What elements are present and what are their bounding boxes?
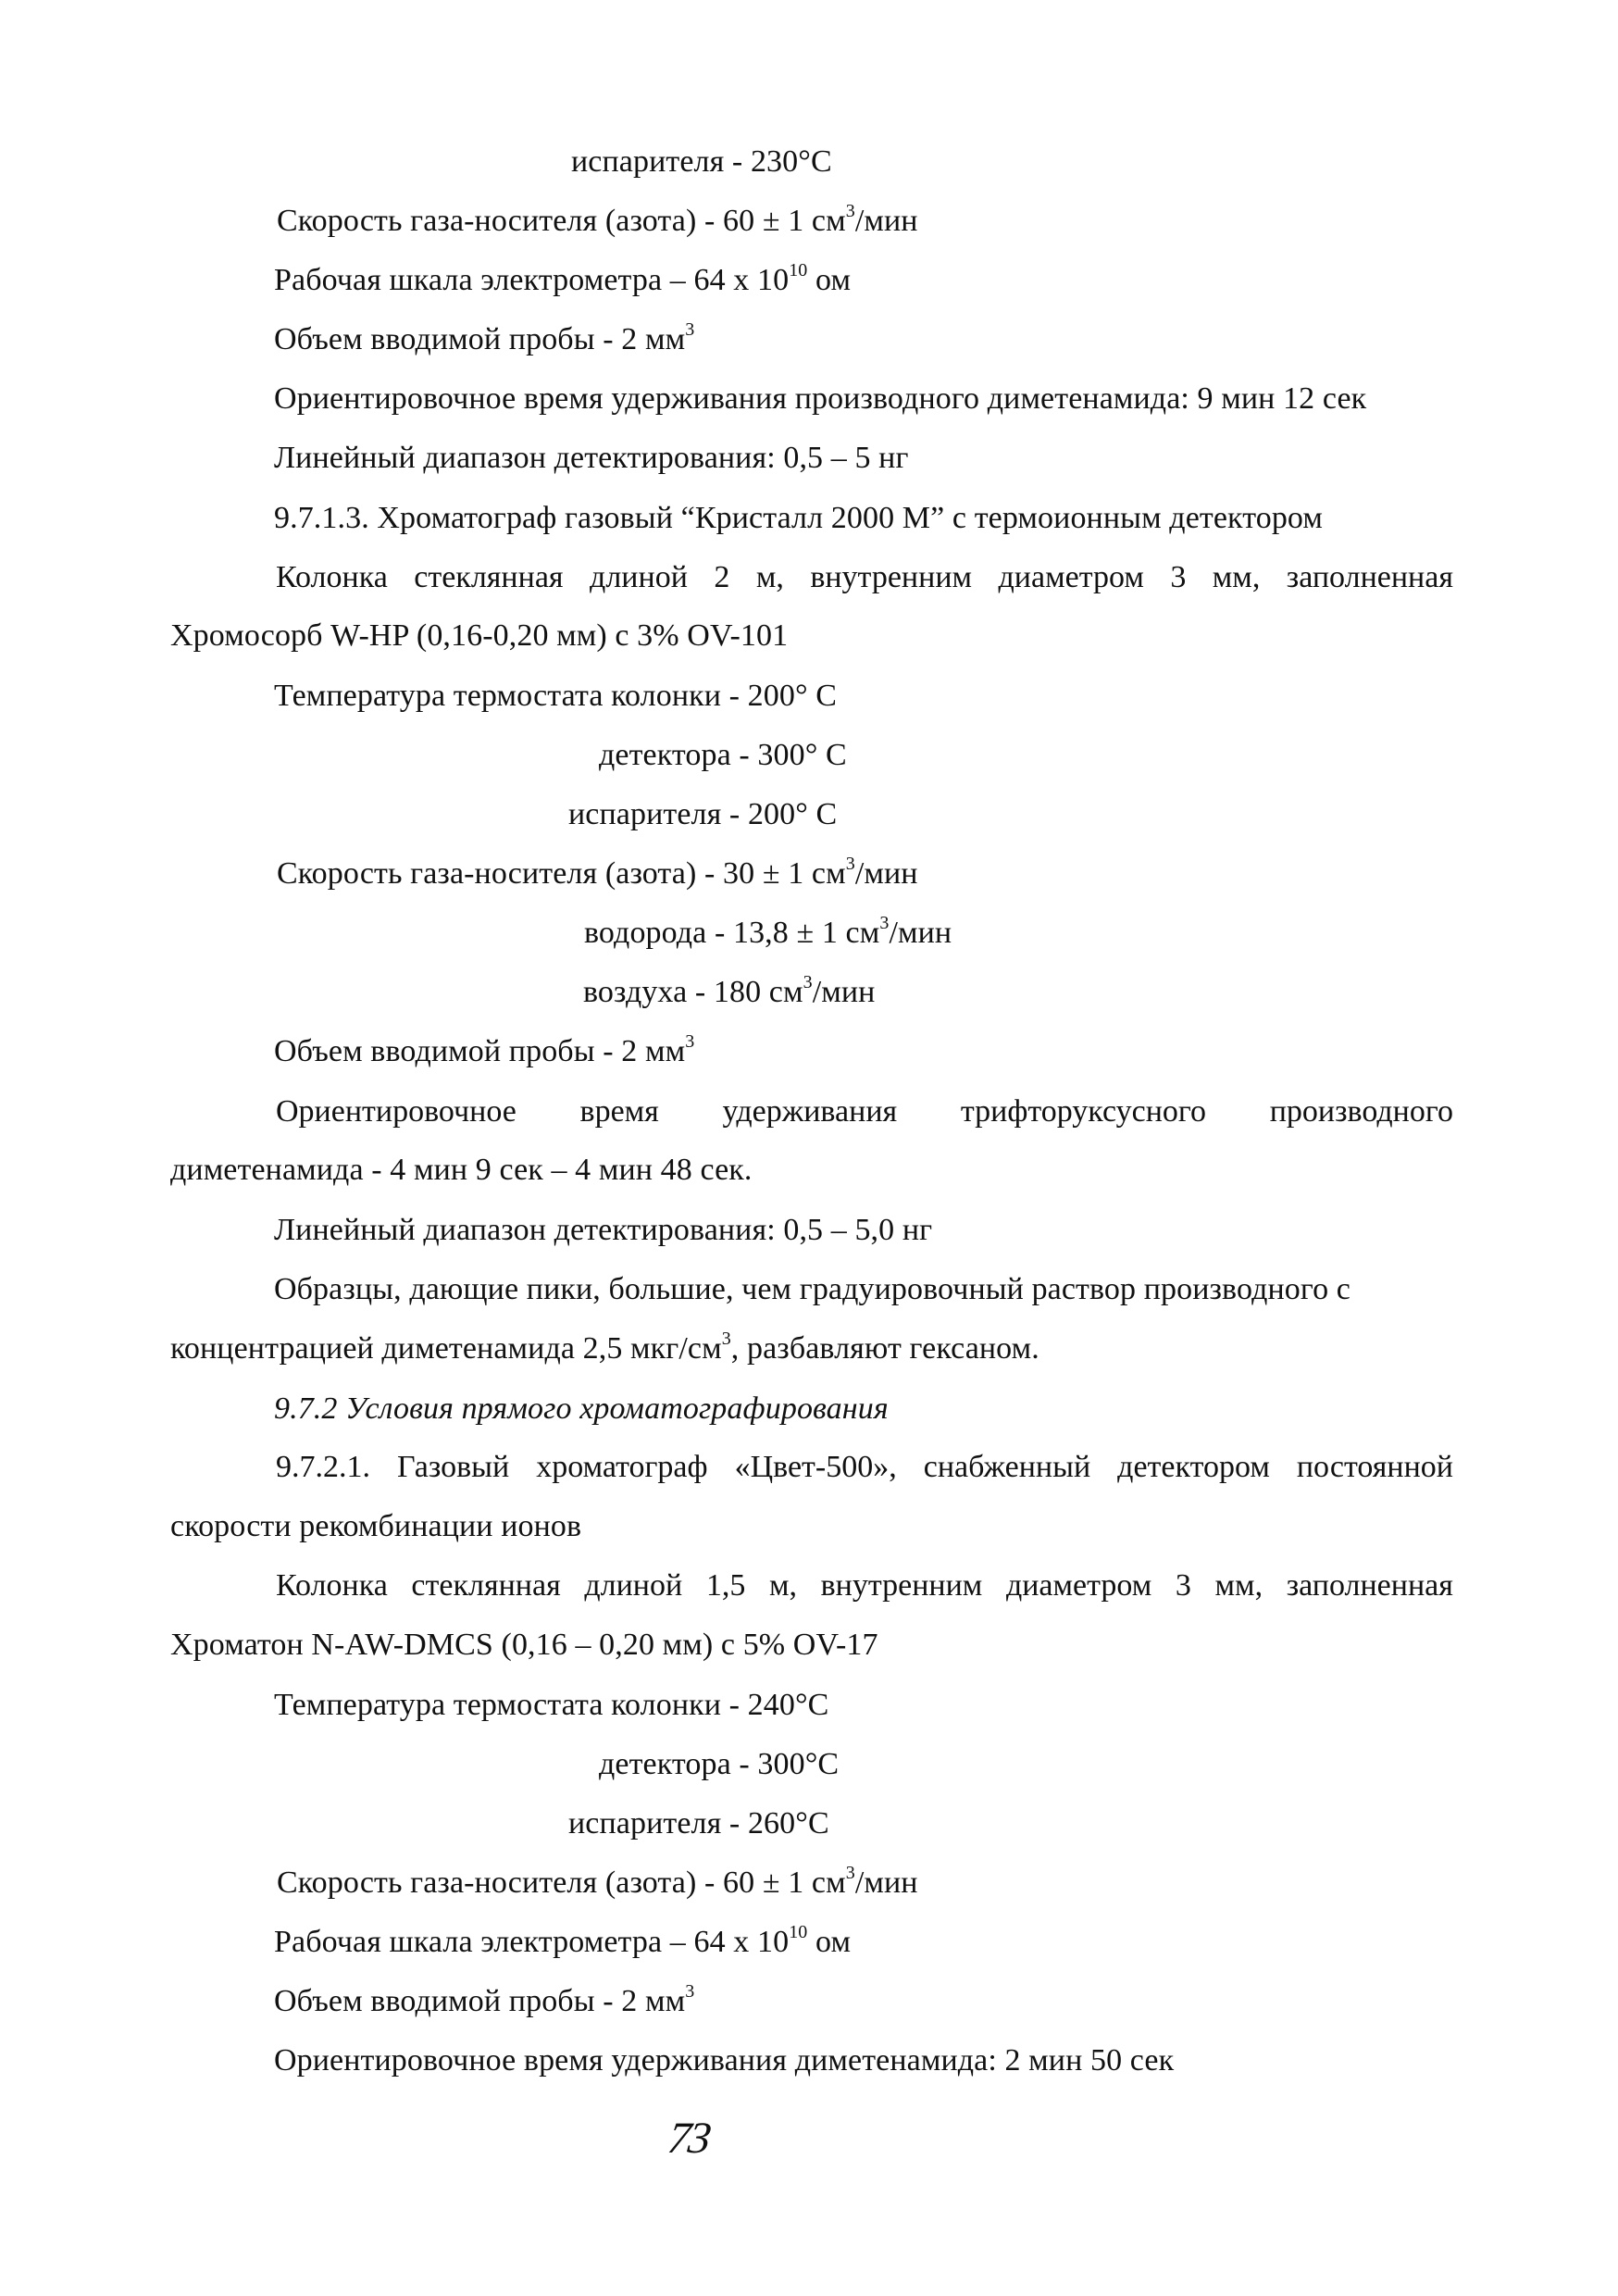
retention-time-line-2-end: диметенамида - 4 мин 9 сек – 4 мин 48 сек. (170, 1153, 753, 1187)
electrometer-scale-line-1: Рабочая шкала электрометра – 64 х $10^{10}$ ом (274, 259, 852, 297)
linear-range-line-2: Линейный диапазон детектирования: 0,5 – 5,0 нг (274, 1213, 933, 1247)
column-thermostat-temperature-line-2: Температура термостата колонки - 200° С (274, 679, 838, 713)
dilution-note-line-2: концентрацией диметенамида 2,5 мкг/$см^3$, разбавляют гексаном. (170, 1328, 1039, 1366)
detector-temperature-line-3: детектора - 300°С (599, 1747, 840, 1781)
section-9-7-2-1-line-2: скорости рекомбинации ионов (170, 1509, 582, 1543)
linear-range-line-1: Линейный диапазон детектирования: 0,5 – 5 нг (274, 441, 909, 475)
retention-time-line-2-start: Ориентировочное время удерживания трифторуксусного производного (276, 1094, 1453, 1129)
dilution-note-line-1: Образцы, дающие пики, большие, чем градуировочный раствор производного с (274, 1272, 1350, 1306)
sample-volume-line-2: Объем вводимой пробы - 2 $мм^3$ (274, 1030, 695, 1068)
section-9-7-1-3-heading: 9.7.1.3. Хроматограф газовый “Кристалл 2000 М” с термоионным детектором (274, 501, 1323, 535)
carrier-gas-rate-line-3: Скорость газа-носителя (азота) - 60 ± 1 $см^3$/мин (277, 1862, 918, 1900)
hydrogen-rate-line: водорода - 13,8 ± 1 $см^3$/мин (584, 912, 952, 950)
evaporator-temperature-line-1: испарителя - 230°С (571, 144, 832, 179)
air-rate-line: воздуха - 180 $см^3$/мин (583, 971, 876, 1009)
section-9-7-2-heading: 9.7.2 Условия прямого хроматографирования (274, 1391, 889, 1426)
column-packing-line-1: Хромосорб W-HP (0,16-0,20 мм) с 3% OV-101 (170, 618, 789, 653)
carrier-gas-rate-line-1: Скорость газа-носителя (азота) - 60 ± 1 $см^3$/мин (277, 200, 918, 238)
section-9-7-2-1-line-1: 9.7.2.1. Газовый хроматограф «Цвет-500», снабженный детектором постоянной (276, 1450, 1453, 1484)
evaporator-temperature-line-2: испарителя - 200° С (568, 797, 838, 831)
retention-time-line-1: Ориентировочное время удерживания производного диметенамида: 9 мин 12 сек (274, 381, 1367, 416)
column-packing-line-2: Хроматон N-AW-DMCS (0,16 – 0,20 мм) с 5% OV-17 (170, 1628, 878, 1662)
column-thermostat-temperature-line-3: Температура термостата колонки - 240°С (274, 1688, 829, 1722)
detector-temperature-line-2: детектора - 300° С (599, 738, 847, 772)
electrometer-scale-line-2: Рабочая шкала электрометра – 64 х $10^{10}$ ом (274, 1921, 852, 1959)
sample-volume-line-1: Объем вводимой пробы - 2 $мм^3$ (274, 318, 695, 356)
column-description-line-1: Колонка стеклянная длиной 2 м, внутренним диаметром 3 мм, заполненная (276, 560, 1453, 594)
retention-time-line-3: Ориентировочное время удерживания диметенамида: 2 мин 50 сек (274, 2043, 1175, 2078)
page-number: 73 (665, 2114, 713, 2163)
evaporator-temperature-line-3: испарителя - 260°С (568, 1806, 829, 1841)
column-description-line-2: Колонка стеклянная длиной 1,5 м, внутренним диаметром 3 мм, заполненная (276, 1568, 1453, 1603)
carrier-gas-rate-line-2: Скорость газа-носителя (азота) - 30 ± 1 $см^3$/мин (277, 853, 918, 891)
sample-volume-line-3: Объем вводимой пробы - 2 $мм^3$ (274, 1980, 695, 2018)
